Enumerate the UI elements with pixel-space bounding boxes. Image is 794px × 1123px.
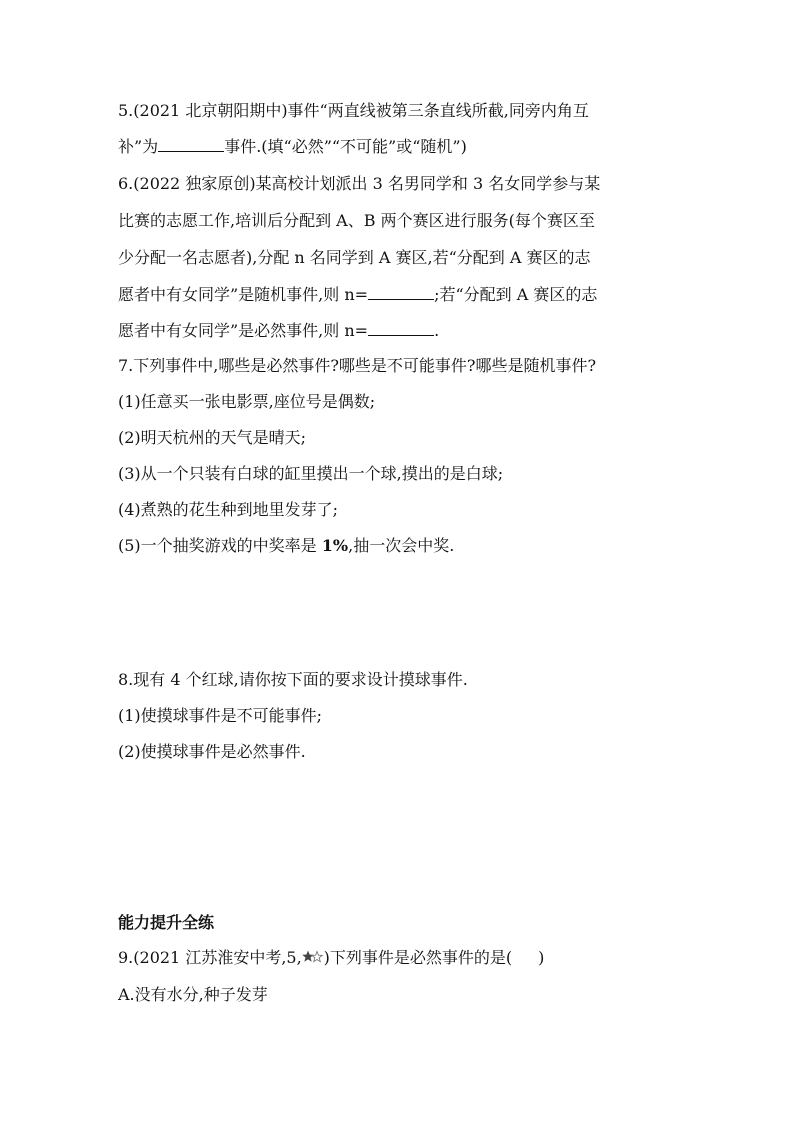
star-rating-icon [302, 950, 324, 964]
q7-item-3: (3)从一个只装有白球的缸里摸出一个球,摸出的是白球; [118, 464, 504, 483]
q7-title: 7.下列事件中,哪些是必然事件?哪些是不可能事件?哪些是随机事件? [118, 356, 597, 375]
q7-item-4: (4)煮熟的花生种到地里发芽了; [118, 500, 339, 519]
section-title: 能力提升全练 [118, 913, 215, 932]
q7-item-5-pre: (5)一个抽奖游戏的中奖率是 [118, 536, 322, 555]
q9-option-a: A.没有水分,种子发芽 [118, 985, 268, 1004]
q6-answer-blank-1[interactable] [368, 285, 434, 300]
q5-line-2-pre: 补”为 [118, 137, 159, 156]
q7-item-2: (2)明天杭州的天气是晴天; [118, 428, 307, 447]
q6-answer-blank-2[interactable] [368, 321, 434, 336]
q7-item-5-post: ,抽一次会中奖. [348, 536, 455, 555]
q9-stem-close: ) [538, 948, 545, 967]
q6-line-2: 比赛的志愿工作,培训后分配到 A、B 两个赛区进行服务(每个赛区至 [118, 211, 595, 230]
q5-answer-blank[interactable] [158, 137, 224, 152]
q8-item-2: (2)使摸球事件是必然事件. [118, 742, 306, 761]
q8-item-1: (1)使摸球事件是不可能事件; [118, 706, 323, 725]
q6-line-4-post: ;若“分配到 A 赛区的志 [434, 285, 598, 304]
q9-stem-pre: 9.(2021 江苏淮安中考,5, [118, 948, 302, 967]
q6-line-4-pre: 愿者中有女同学”是随机事件,则 n= [118, 285, 369, 304]
q6-line-1: 6.(2022 独家原创)某高校计划派出 3 名男同学和 3 名女同学参与某 [118, 174, 601, 193]
q6-line-5 [118, 321, 439, 341]
q7-item-1: (1)任意买一张电影票,座位号是偶数; [118, 392, 376, 411]
q7-item-5 [118, 536, 454, 556]
q6-line-4 [118, 285, 597, 305]
q9-stem [118, 948, 544, 968]
q5-line-2 [118, 137, 467, 157]
q6-line-5-pre: 愿者中有女同学”是必然事件,则 n= [118, 321, 369, 340]
q7-item-5-rate: 1% [321, 536, 349, 555]
q6-line-3: 少分配一名志愿者),分配 n 名同学到 A 赛区,若“分配到 A 赛区的志 [118, 248, 591, 267]
q8-title: 8.现有 4 个红球,请你按下面的要求设计摸球事件. [118, 670, 468, 689]
q6-line-5-post: . [434, 321, 440, 340]
q9-stem-post: )下列事件是必然事件的是( [323, 948, 513, 967]
q5-line-2-post: 事件.(填“必然”“不可能”或“随机”) [224, 137, 467, 156]
q5-line-1: 5.(2021 北京朝阳期中)事件“两直线被第三条直线所截,同旁内角互 [118, 101, 589, 120]
